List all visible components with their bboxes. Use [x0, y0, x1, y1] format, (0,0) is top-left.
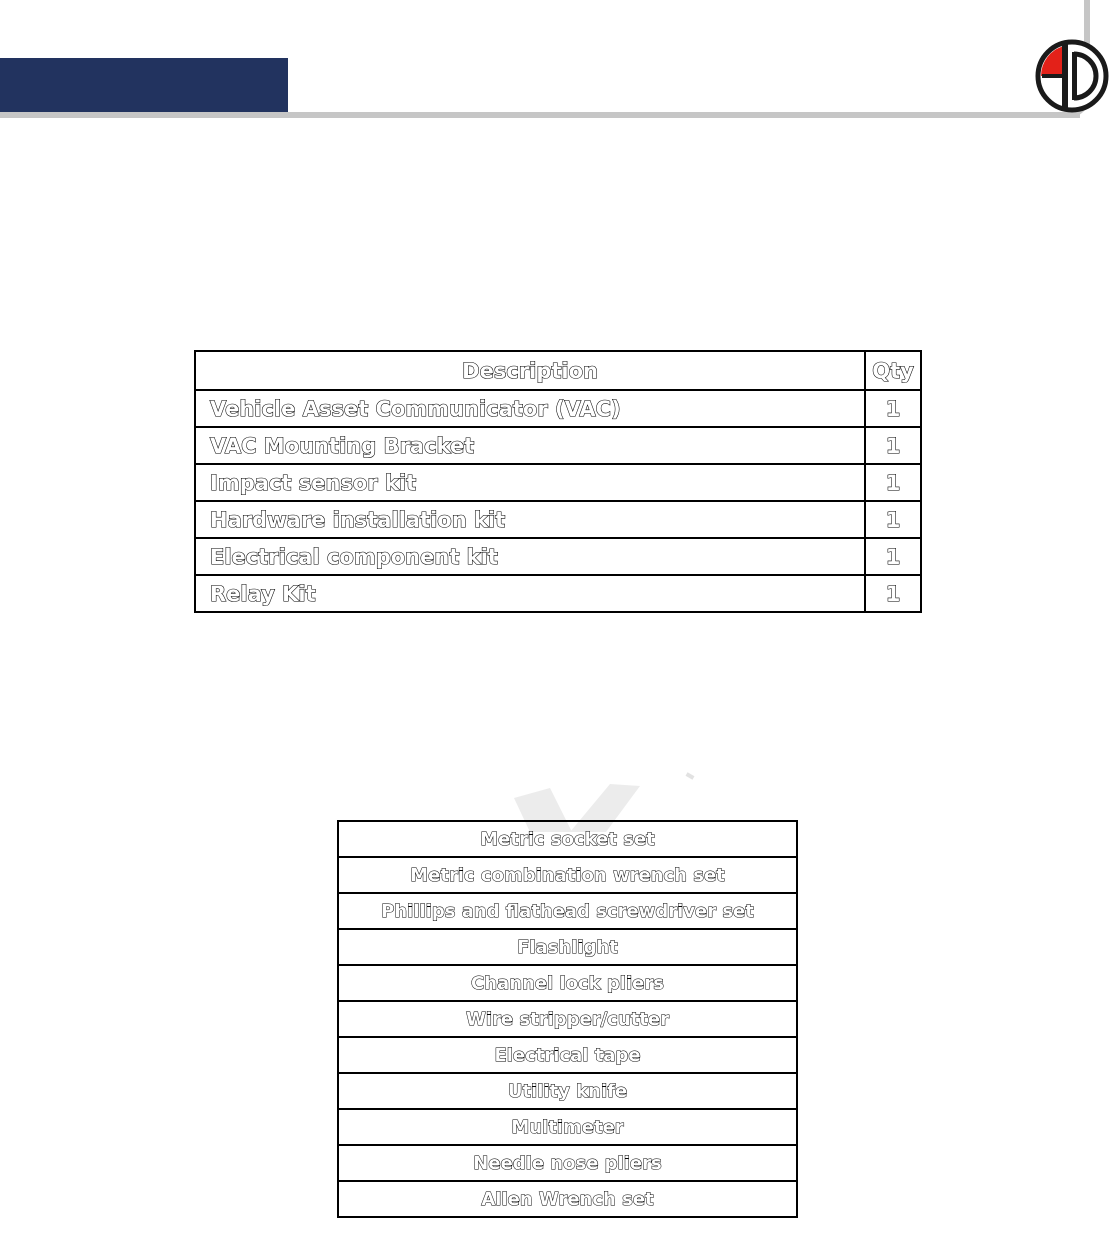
table-row [195, 538, 921, 575]
table-row [195, 501, 921, 538]
tool-item: Metric socket set [338, 821, 797, 857]
item-description: Impact sensor kit [195, 464, 865, 501]
table-row [195, 464, 921, 501]
table-row [338, 1109, 797, 1145]
table-row [195, 390, 921, 427]
tool-item: Flashlight [338, 929, 797, 965]
table-row [195, 427, 921, 464]
item-description: Relay Kit [195, 575, 865, 612]
item-qty: 1 [865, 575, 921, 612]
item-description: VAC Mounting Bracket [195, 427, 865, 464]
tool-item: Metric combination wrench set [338, 857, 797, 893]
item-qty: 1 [865, 538, 921, 575]
table-row [338, 893, 797, 929]
item-description: Electrical component kit [195, 538, 865, 575]
tool-item: Electrical tape [338, 1037, 797, 1073]
table-row [195, 575, 921, 612]
table-row [338, 1181, 797, 1217]
header-band [0, 58, 288, 112]
required-tools-table [337, 820, 798, 1218]
item-qty: 1 [865, 464, 921, 501]
table-row [338, 821, 797, 857]
item-qty: 1 [865, 501, 921, 538]
tool-item: Needle nose pliers [338, 1145, 797, 1181]
table-row [338, 1001, 797, 1037]
tool-item: Wire stripper/cutter [338, 1001, 797, 1037]
item-description: Hardware installation kit [195, 501, 865, 538]
header-rule [0, 112, 1080, 118]
table-row [338, 1073, 797, 1109]
table-row [338, 1037, 797, 1073]
table-row [338, 929, 797, 965]
kit-contents-table [194, 350, 922, 613]
tool-item: Allen Wrench set [338, 1181, 797, 1217]
table-row [338, 965, 797, 1001]
item-qty: 1 [865, 390, 921, 427]
tool-item: Phillips and flathead screwdriver set [338, 893, 797, 929]
qty-header: Qty [865, 351, 921, 390]
company-logo-icon [1034, 38, 1110, 114]
item-description: Vehicle Asset Communicator (VAC) [195, 390, 865, 427]
description-header: Description [195, 351, 865, 390]
tool-item: Utility knife [338, 1073, 797, 1109]
item-qty: 1 [865, 427, 921, 464]
kit-table-header-row [195, 351, 921, 390]
tool-item: Multimeter [338, 1109, 797, 1145]
table-row [338, 857, 797, 893]
tool-item: Channel lock pliers [338, 965, 797, 1001]
table-row [338, 1145, 797, 1181]
